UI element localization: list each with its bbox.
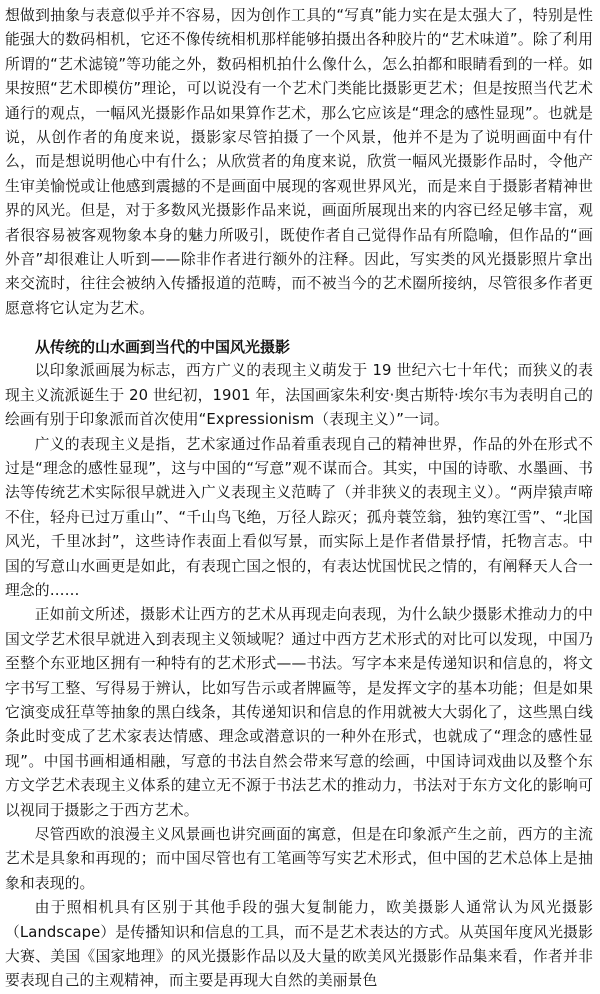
body-paragraph: 广义的表现主义是指，艺术家通过作品着重表现自己的精神世界，作品的外在形式不过是“理念的感性显现”，这与中国的“写意”观不谋而合。其实，中国的诗歌、水墨画、书法等传统艺术实际很早就进入广义表现主义范畴了（并非狭义的表现主义）。“两岸猿声啼不住，轻舟已过万重山”、“千山鸟飞绝，万径人踪灭；孤舟蓑笠翁，独钓寒江雪”、“北国风光，千里冰封”，这些诗作表面上看似写景，而实际上是作者借景抒情，托物言志。中国的写意山水画更是如此，有表现亡国之恨的，有表达忧国忧民之情的，有阐释天人合一理念的…… [5, 435, 593, 599]
body-paragraph: 正如前文所述，摄影术让西方的艺术从再现走向表现，为什么缺少摄影术推动力的中国文学艺术很早就进入到表现主义领域呢？通过中西方艺术形式的对比可以发现，中国乃至整个东亚地区拥有一种特有的艺术形式——书法。写字本来是传递知识和信息的，将文字书写工整、写得易于辨认，比如写告示或者牌匾等，是发挥文字的基本功能；但是如果它演变成狂草等抽象的黑白线条，其传递知识和信息的作用就被大大弱化了，这些黑白线条此时变成了艺术家表达情感、理念或潜意识的一种外在形式，也就成了“理念的感性显现”。中国书画相通相融，写意的书法自然会带来写意的绘画，中国诗词戏曲以及整个东方文学艺术表现主义体系的建立无不源于书法艺术的推动力，书法对于东方文化的影响可以视同于摄影之于西方艺术。 [5, 606, 593, 819]
body-paragraph: 由于照相机具有区别于其他手段的强大复制能力，欧美摄影人通常认为风光摄影（Landscape）是传播知识和信息的工具，而不是艺术表达的方式。从英国年度风光摄影大赛、美国《国家地理》的风光摄影作品以及大量的欧美风光摄影作品集来看，作者并非要表现自己的主观精神，而主要是再现大自然的美丽景色 [5, 899, 593, 990]
section-heading: 从传统的山水画到当代的中国风光摄影 [35, 338, 291, 357]
body-paragraph: 以印象派画展为标志，西方广义的表现主义萌发于 19 世纪六七十年代；而狭义的表现主义流派诞生于 20 世纪初，1901 年，法国画家朱利安·奥古斯特·埃尔韦为表明自己的绘画有别于印象派而首次使用“Expressionism（表现主义）”一词。 [5, 362, 593, 429]
body-paragraph: 想做到抽象与表意似乎并不容易，因为创作工具的“写真”能力实在是太强大了，特别是性能强大的数码相机，它还不像传统相机那样能够拍摄出各种胶片的“艺术味道”。除了利用所谓的“艺术滤镜”等功能之外，数码相机拍什么像什么，怎么拍都和眼睛看到的一样。如果按照“艺术即模仿”理论，可以说没有一个艺术门类能比摄影更艺术；但是按照当代艺术通行的观点，一幅风光摄影作品如果算作艺术，那么它应该是“理念的感性显现”。也就是说，从创作者的角度来说，摄影家尽管拍摄了一个风景，他并不是为了说明画面中有什么，而是想说明他心中有什么；从欣赏者的角度来说，欣赏一幅风光摄影作品时，令他产生审美愉悦或让他感到震撼的不是画面中展现的客观世界风光，而是来自于摄影者精神世界的风光。但是，对于多数风光摄影作品来说，画面所展现出来的内容已经足够丰富，观者很容易被客观物象本身的魅力所吸引，既使作者自己觉得作品有所隐喻，但作品的“画外音”却很难让人听到——除非作者进行额外的注释。因此，写实类的风光摄影照片拿出来交流时，往往会被纳入传播报道的范畴，而不被当今的艺术圈所接纳，尽管很多作者更愿意将它认定为艺术。 [5, 7, 593, 317]
body-paragraph: 尽管西欧的浪漫主义风景画也讲究画面的寓意，但是在印象派产生之前，西方的主流艺术是具象和再现的；而中国尽管也有工笔画等写实艺术形式，但中国的艺术总体上是抽象和表现的。 [5, 826, 593, 892]
